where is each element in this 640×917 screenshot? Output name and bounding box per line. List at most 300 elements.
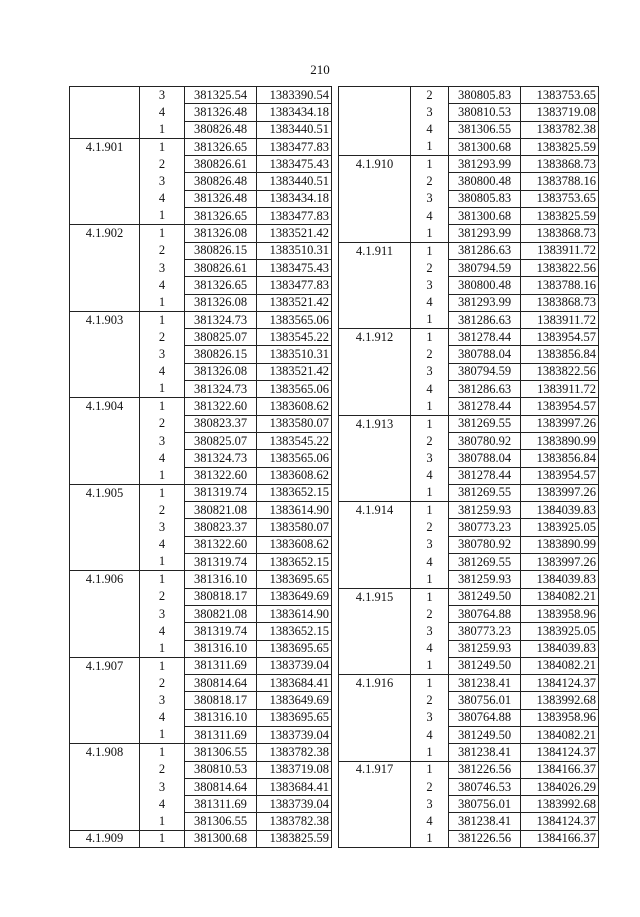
x-coordinate-cell: 381293.99	[449, 294, 521, 311]
y-coordinate-cell: 1383649.69	[257, 692, 332, 709]
parcel-id-cell	[70, 173, 140, 190]
point-number-cell: 1	[140, 467, 185, 484]
point-number-cell: 1	[140, 225, 185, 242]
table-row	[339, 796, 599, 813]
table-row	[339, 588, 599, 605]
y-coordinate-cell: 1383477.83	[257, 138, 332, 155]
x-coordinate-cell: 380818.17	[185, 588, 257, 605]
x-coordinate-cell: 381326.08	[185, 225, 257, 242]
y-coordinate-cell: 1383739.04	[257, 726, 332, 743]
table-row	[70, 173, 332, 190]
point-number-cell: 4	[140, 104, 185, 121]
x-coordinate-cell: 381324.73	[185, 381, 257, 398]
table-row	[70, 87, 332, 104]
parcel-id-cell	[339, 744, 411, 761]
x-coordinate-cell: 380810.53	[185, 761, 257, 778]
parcel-id-cell	[70, 796, 140, 813]
point-number-cell: 1	[411, 415, 449, 432]
x-coordinate-cell: 380823.37	[185, 415, 257, 432]
x-coordinate-cell: 380818.17	[185, 692, 257, 709]
table-row	[70, 398, 332, 415]
parcel-id-cell	[339, 692, 411, 709]
point-number-cell: 4	[411, 208, 449, 225]
y-coordinate-cell: 1383477.83	[257, 277, 332, 294]
point-number-cell: 3	[140, 432, 185, 449]
y-coordinate-cell: 1383925.05	[521, 623, 599, 640]
point-number-cell: 3	[411, 623, 449, 640]
table-row	[70, 813, 332, 830]
table-row	[70, 796, 332, 813]
parcel-id-cell	[70, 692, 140, 709]
parcel-id-cell: 4.1.908	[70, 744, 140, 761]
y-coordinate-cell: 1383954.57	[521, 329, 599, 346]
table-row	[339, 294, 599, 311]
table-row	[339, 640, 599, 657]
point-number-cell: 3	[411, 277, 449, 294]
parcel-id-cell	[70, 675, 140, 692]
table-row	[339, 329, 599, 346]
x-coordinate-cell: 381249.50	[449, 588, 521, 605]
x-coordinate-cell: 380794.59	[449, 259, 521, 276]
x-coordinate-cell: 380814.64	[185, 778, 257, 795]
table-row	[70, 502, 332, 519]
x-coordinate-cell: 381316.10	[185, 571, 257, 588]
x-coordinate-cell: 380825.07	[185, 432, 257, 449]
point-number-cell: 3	[140, 605, 185, 622]
y-coordinate-cell: 1383992.68	[521, 692, 599, 709]
parcel-id-cell	[70, 813, 140, 830]
y-coordinate-cell: 1383992.68	[521, 796, 599, 813]
parcel-id-cell	[70, 190, 140, 207]
table-row	[70, 605, 332, 622]
y-coordinate-cell: 1383822.56	[521, 259, 599, 276]
table-row	[339, 277, 599, 294]
parcel-id-cell	[70, 346, 140, 363]
parcel-id-cell	[70, 87, 140, 104]
y-coordinate-cell: 1383510.31	[257, 242, 332, 259]
y-coordinate-cell: 1383475.43	[257, 156, 332, 173]
parcel-id-cell	[70, 778, 140, 795]
point-number-cell: 1	[140, 121, 185, 138]
parcel-id-cell	[339, 813, 411, 830]
table-row	[70, 381, 332, 398]
x-coordinate-cell: 380826.61	[185, 259, 257, 276]
table-row	[339, 692, 599, 709]
parcel-id-cell: 4.1.910	[339, 156, 411, 173]
table-row	[70, 778, 332, 795]
point-number-cell: 1	[411, 242, 449, 259]
point-number-cell: 1	[411, 484, 449, 501]
y-coordinate-cell: 1383788.16	[521, 173, 599, 190]
table-row	[70, 277, 332, 294]
x-coordinate-cell: 381326.65	[185, 138, 257, 155]
point-number-cell: 2	[411, 87, 449, 104]
x-coordinate-cell: 381326.48	[185, 104, 257, 121]
table-row	[339, 432, 599, 449]
x-coordinate-cell: 381259.93	[449, 502, 521, 519]
parcel-id-cell	[339, 311, 411, 328]
table-row	[70, 623, 332, 640]
point-number-cell: 1	[411, 588, 449, 605]
parcel-id-cell	[70, 104, 140, 121]
y-coordinate-cell: 1383440.51	[257, 173, 332, 190]
x-coordinate-cell: 381269.55	[449, 484, 521, 501]
table-row	[339, 761, 599, 778]
point-number-cell: 1	[140, 311, 185, 328]
y-coordinate-cell: 1383545.22	[257, 329, 332, 346]
point-number-cell: 1	[140, 830, 185, 847]
y-coordinate-cell: 1383925.05	[521, 519, 599, 536]
table-row	[339, 225, 599, 242]
table-row	[70, 830, 332, 847]
parcel-id-cell	[339, 484, 411, 501]
y-coordinate-cell: 1383822.56	[521, 363, 599, 380]
parcel-id-cell	[339, 398, 411, 415]
table-row	[70, 363, 332, 380]
y-coordinate-cell: 1383958.96	[521, 709, 599, 726]
x-coordinate-cell: 380826.15	[185, 346, 257, 363]
point-number-cell: 1	[411, 138, 449, 155]
y-coordinate-cell: 1383719.08	[521, 104, 599, 121]
y-coordinate-cell: 1384039.83	[521, 502, 599, 519]
y-coordinate-cell: 1383954.57	[521, 467, 599, 484]
parcel-id-cell	[70, 726, 140, 743]
y-coordinate-cell: 1383477.83	[257, 208, 332, 225]
point-number-cell: 2	[140, 588, 185, 605]
y-coordinate-cell: 1383954.57	[521, 398, 599, 415]
y-coordinate-cell: 1383825.59	[257, 830, 332, 847]
table-row	[70, 640, 332, 657]
y-coordinate-cell: 1383580.07	[257, 519, 332, 536]
table-row	[339, 415, 599, 432]
x-coordinate-cell: 380810.53	[449, 104, 521, 121]
y-coordinate-cell: 1384039.83	[521, 640, 599, 657]
y-coordinate-cell: 1383652.15	[257, 623, 332, 640]
x-coordinate-cell: 380780.92	[449, 536, 521, 553]
point-number-cell: 1	[140, 726, 185, 743]
x-coordinate-cell: 381278.44	[449, 398, 521, 415]
point-number-cell: 1	[140, 744, 185, 761]
y-coordinate-cell: 1383475.43	[257, 259, 332, 276]
y-coordinate-cell: 1384166.37	[521, 830, 599, 847]
x-coordinate-cell: 380788.04	[449, 450, 521, 467]
y-coordinate-cell: 1384124.37	[521, 744, 599, 761]
table-row	[339, 554, 599, 571]
point-number-cell: 1	[411, 761, 449, 778]
point-number-cell: 1	[411, 744, 449, 761]
point-number-cell: 1	[411, 311, 449, 328]
x-coordinate-cell: 381326.08	[185, 363, 257, 380]
table-row	[339, 726, 599, 743]
parcel-id-cell	[70, 588, 140, 605]
point-number-cell: 2	[411, 605, 449, 622]
point-number-cell: 1	[140, 813, 185, 830]
point-number-cell: 2	[140, 329, 185, 346]
y-coordinate-cell: 1384124.37	[521, 675, 599, 692]
point-number-cell: 1	[140, 294, 185, 311]
y-coordinate-cell: 1383434.18	[257, 104, 332, 121]
parcel-id-cell: 4.1.904	[70, 398, 140, 415]
point-number-cell: 1	[411, 225, 449, 242]
x-coordinate-cell: 381278.44	[449, 467, 521, 484]
x-coordinate-cell: 380756.01	[449, 796, 521, 813]
point-number-cell: 4	[140, 796, 185, 813]
table-row	[70, 190, 332, 207]
y-coordinate-cell: 1384026.29	[521, 778, 599, 795]
point-number-cell: 4	[140, 536, 185, 553]
parcel-id-cell	[70, 709, 140, 726]
point-number-cell: 2	[140, 156, 185, 173]
table-row	[70, 726, 332, 743]
point-number-cell: 2	[140, 415, 185, 432]
y-coordinate-cell: 1383782.38	[257, 813, 332, 830]
parcel-id-cell: 4.1.911	[339, 242, 411, 259]
table-row	[70, 571, 332, 588]
x-coordinate-cell: 381322.60	[185, 536, 257, 553]
parcel-id-cell: 4.1.905	[70, 484, 140, 501]
parcel-id-cell	[70, 363, 140, 380]
x-coordinate-cell: 381316.10	[185, 709, 257, 726]
point-number-cell: 1	[411, 502, 449, 519]
parcel-id-cell	[339, 432, 411, 449]
y-coordinate-cell: 1383580.07	[257, 415, 332, 432]
parcel-id-cell	[339, 778, 411, 795]
point-number-cell: 4	[411, 381, 449, 398]
y-coordinate-cell: 1383649.69	[257, 588, 332, 605]
parcel-id-cell	[70, 259, 140, 276]
table-row	[339, 623, 599, 640]
point-number-cell: 3	[140, 778, 185, 795]
y-coordinate-cell: 1383521.42	[257, 294, 332, 311]
table-row	[339, 208, 599, 225]
y-coordinate-cell: 1384039.83	[521, 571, 599, 588]
x-coordinate-cell: 381306.55	[185, 744, 257, 761]
point-number-cell: 3	[140, 259, 185, 276]
parcel-id-cell	[339, 277, 411, 294]
y-coordinate-cell: 1383614.90	[257, 502, 332, 519]
point-number-cell: 3	[140, 692, 185, 709]
y-coordinate-cell: 1383608.62	[257, 536, 332, 553]
y-coordinate-cell: 1383997.26	[521, 484, 599, 501]
table-row	[339, 830, 599, 847]
x-coordinate-cell: 380821.08	[185, 605, 257, 622]
table-row	[339, 709, 599, 726]
x-coordinate-cell: 381326.65	[185, 208, 257, 225]
parcel-id-cell	[339, 623, 411, 640]
table-row	[70, 536, 332, 553]
table-row	[70, 415, 332, 432]
point-number-cell: 1	[411, 675, 449, 692]
table-row	[339, 104, 599, 121]
point-number-cell: 3	[411, 450, 449, 467]
point-number-cell: 4	[411, 554, 449, 571]
parcel-id-cell	[339, 830, 411, 847]
x-coordinate-cell: 380825.07	[185, 329, 257, 346]
parcel-id-cell	[70, 536, 140, 553]
point-number-cell: 3	[411, 536, 449, 553]
x-coordinate-cell: 381306.55	[185, 813, 257, 830]
y-coordinate-cell: 1383652.15	[257, 484, 332, 501]
point-number-cell: 1	[140, 398, 185, 415]
y-coordinate-cell: 1383608.62	[257, 398, 332, 415]
point-number-cell: 4	[411, 640, 449, 657]
point-number-cell: 1	[411, 156, 449, 173]
y-coordinate-cell: 1383911.72	[521, 381, 599, 398]
parcel-id-cell	[70, 761, 140, 778]
point-number-cell: 4	[140, 623, 185, 640]
x-coordinate-cell: 381322.60	[185, 398, 257, 415]
point-number-cell: 1	[411, 830, 449, 847]
parcel-id-cell	[339, 381, 411, 398]
y-coordinate-cell: 1383856.84	[521, 346, 599, 363]
x-coordinate-cell: 381238.41	[449, 813, 521, 830]
parcel-id-cell	[339, 450, 411, 467]
x-coordinate-cell: 381259.93	[449, 571, 521, 588]
page-number: 210	[310, 62, 330, 77]
x-coordinate-cell: 381226.56	[449, 761, 521, 778]
point-number-cell: 2	[140, 502, 185, 519]
x-coordinate-cell: 380823.37	[185, 519, 257, 536]
table-row	[339, 346, 599, 363]
point-number-cell: 4	[140, 363, 185, 380]
x-coordinate-cell: 380764.88	[449, 709, 521, 726]
table-row	[339, 138, 599, 155]
x-coordinate-cell: 380805.83	[449, 87, 521, 104]
x-coordinate-cell: 381325.54	[185, 87, 257, 104]
y-coordinate-cell: 1383719.08	[257, 761, 332, 778]
x-coordinate-cell: 380773.23	[449, 623, 521, 640]
table-row	[70, 138, 332, 155]
x-coordinate-cell: 381259.93	[449, 640, 521, 657]
table-row	[339, 605, 599, 622]
y-coordinate-cell: 1383753.65	[521, 87, 599, 104]
parcel-id-cell	[339, 259, 411, 276]
table-row	[70, 225, 332, 242]
parcel-id-cell	[70, 554, 140, 571]
x-coordinate-cell: 381322.60	[185, 467, 257, 484]
table-row	[339, 156, 599, 173]
y-coordinate-cell: 1383782.38	[521, 121, 599, 138]
y-coordinate-cell: 1383565.06	[257, 311, 332, 328]
x-coordinate-cell: 381319.74	[185, 484, 257, 501]
table-row	[339, 381, 599, 398]
point-number-cell: 1	[140, 554, 185, 571]
parcel-id-cell	[70, 450, 140, 467]
point-number-cell: 2	[140, 761, 185, 778]
y-coordinate-cell: 1383868.73	[521, 156, 599, 173]
x-coordinate-cell: 381311.69	[185, 796, 257, 813]
y-coordinate-cell: 1384082.21	[521, 588, 599, 605]
x-coordinate-cell: 380794.59	[449, 363, 521, 380]
x-coordinate-cell: 381293.99	[449, 225, 521, 242]
point-number-cell: 3	[140, 173, 185, 190]
table-row	[70, 588, 332, 605]
parcel-id-cell	[70, 208, 140, 225]
y-coordinate-cell: 1383545.22	[257, 432, 332, 449]
point-number-cell: 4	[411, 467, 449, 484]
table-row	[339, 502, 599, 519]
y-coordinate-cell: 1383958.96	[521, 605, 599, 622]
parcel-id-cell: 4.1.903	[70, 311, 140, 328]
x-coordinate-cell: 381324.73	[185, 311, 257, 328]
x-coordinate-cell: 381278.44	[449, 329, 521, 346]
table-row	[70, 709, 332, 726]
parcel-id-cell	[339, 726, 411, 743]
table-row	[70, 484, 332, 501]
parcel-id-cell	[339, 363, 411, 380]
x-coordinate-cell: 381300.68	[185, 830, 257, 847]
parcel-id-cell	[70, 432, 140, 449]
y-coordinate-cell: 1383695.65	[257, 571, 332, 588]
parcel-id-cell	[339, 173, 411, 190]
parcel-id-cell: 4.1.909	[70, 830, 140, 847]
table-row	[339, 536, 599, 553]
parcel-id-cell: 4.1.917	[339, 761, 411, 778]
parcel-id-cell	[70, 502, 140, 519]
parcel-id-cell	[70, 640, 140, 657]
point-number-cell: 2	[411, 259, 449, 276]
parcel-id-cell	[339, 709, 411, 726]
x-coordinate-cell: 380746.53	[449, 778, 521, 795]
y-coordinate-cell: 1383695.65	[257, 709, 332, 726]
point-number-cell: 4	[140, 450, 185, 467]
x-coordinate-cell: 381306.55	[449, 121, 521, 138]
y-coordinate-cell: 1383684.41	[257, 675, 332, 692]
table-row	[339, 363, 599, 380]
y-coordinate-cell: 1383565.06	[257, 381, 332, 398]
table-row	[339, 519, 599, 536]
x-coordinate-cell: 381238.41	[449, 675, 521, 692]
point-number-cell: 3	[140, 87, 185, 104]
table-row	[70, 329, 332, 346]
point-number-cell: 4	[140, 190, 185, 207]
parcel-id-cell	[70, 121, 140, 138]
y-coordinate-cell: 1383434.18	[257, 190, 332, 207]
x-coordinate-cell: 380826.15	[185, 242, 257, 259]
parcel-id-cell: 4.1.916	[339, 675, 411, 692]
parcel-id-cell: 4.1.906	[70, 571, 140, 588]
x-coordinate-cell: 381300.68	[449, 208, 521, 225]
y-coordinate-cell: 1383890.99	[521, 432, 599, 449]
parcel-id-cell	[70, 294, 140, 311]
parcel-id-cell: 4.1.907	[70, 657, 140, 674]
x-coordinate-cell: 381326.48	[185, 190, 257, 207]
x-coordinate-cell: 380814.64	[185, 675, 257, 692]
point-number-cell: 2	[140, 242, 185, 259]
y-coordinate-cell: 1383614.90	[257, 605, 332, 622]
coordinates-table-left	[69, 86, 332, 848]
point-number-cell: 4	[140, 709, 185, 726]
point-number-cell: 3	[411, 709, 449, 726]
parcel-id-cell	[70, 156, 140, 173]
table-row	[70, 259, 332, 276]
y-coordinate-cell: 1383521.42	[257, 225, 332, 242]
parcel-id-cell	[70, 605, 140, 622]
table-row	[339, 571, 599, 588]
table-row	[70, 208, 332, 225]
point-number-cell: 1	[140, 484, 185, 501]
table-row	[70, 432, 332, 449]
parcel-id-cell	[339, 346, 411, 363]
table-row	[339, 311, 599, 328]
table-row	[70, 744, 332, 761]
y-coordinate-cell: 1383890.99	[521, 536, 599, 553]
point-number-cell: 1	[140, 640, 185, 657]
table-row	[339, 744, 599, 761]
parcel-id-cell	[339, 87, 411, 104]
coordinates-table-right-body	[339, 87, 599, 848]
parcel-id-cell	[339, 294, 411, 311]
